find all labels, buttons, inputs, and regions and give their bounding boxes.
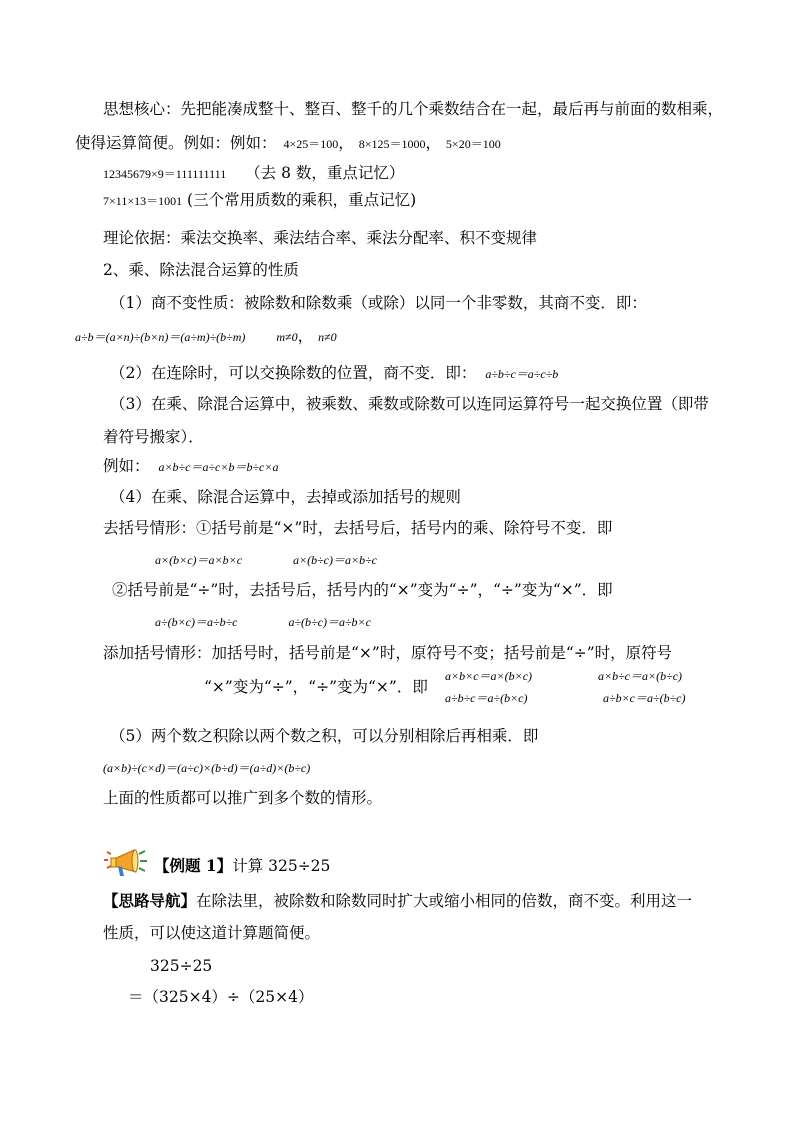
calc-line-1: 325÷25: [150, 957, 213, 975]
summary: 上面的性质都可以推广到多个数的情形。: [103, 789, 383, 807]
section-2-title: 2、乘、除法混合运算的性质: [103, 261, 299, 279]
guide-line-2: 性质，可以使这道计算题简便。: [103, 924, 321, 942]
guide-label: 【思路导航】: [103, 891, 197, 910]
guide-text-1: 在除法里，被除数和除数同时扩大或缩小相同的倍数，商不变。利用这一: [196, 892, 693, 910]
guide-line-1: [103, 890, 692, 912]
property-1-formula-line: a÷b＝(a×n)÷(b×n)＝(a÷m)÷(b÷m) m≠0， n≠0: [75, 327, 337, 345]
core-idea-line-2: 使得运算简便。例如：例如： 4×25＝100， 8×125＝1000， 5×20＝100: [75, 134, 501, 152]
note-remove-8: （去 8 数，重点记忆）: [245, 164, 405, 182]
property-5-text: （5）两个数之积除以两个数之积，可以分别相除后再相乘．即: [110, 727, 539, 745]
megaphone-icon: [101, 848, 151, 878]
add-formula-3: a÷b÷c＝a÷(b×c): [445, 691, 528, 705]
property-2-text: （2）在连除时，可以交换除数的位置，商不变．即：: [110, 364, 477, 382]
property-3-line-1: （3）在乘、除混合运算中，被乘数、乘数或除数可以连同运算符号一起交换位置（即带: [110, 395, 709, 413]
note-primes: (三个常用质数的乘积，重点记忆): [187, 191, 417, 209]
add-formula-2: a×b÷c＝a×(b÷c): [598, 669, 683, 683]
formula-div-mul: a÷(b×c)＝a÷b÷c: [155, 615, 238, 629]
example-1-label: 【例题 1】: [154, 856, 233, 875]
example-1-heading: [154, 855, 330, 877]
formula-mul-mul: a×(b×c)＝a×b×c: [155, 553, 243, 567]
property-4-remove-rule-2: ②括号前是“÷”时，去括号后，括号内的“×”变为“÷”，“÷”变为“×”．即: [112, 581, 613, 599]
condition-n: n≠0: [318, 330, 337, 344]
formula-7x11x13: 7×11×13＝1001: [103, 194, 183, 208]
condition-m: m≠0: [276, 330, 298, 344]
property-3-example-formula: a×b÷c＝a÷c×b＝b÷c×a: [158, 460, 279, 474]
property-1-formula: a÷b＝(a×n)÷(b×n)＝(a÷m)÷(b÷m): [75, 330, 246, 344]
theory-basis: 理论依据：乘法交换率、乘法结合率、乘法分配率、积不变规律: [103, 229, 538, 247]
property-4-remove-rule-1: 去括号情形：①括号前是“×”时，去括号后，括号内的乘、除符号不变．即: [103, 519, 613, 537]
add-formula-1: a×b×c＝a×(b×c): [445, 669, 533, 683]
formula-8x125: 8×125＝1000: [358, 137, 426, 151]
property-2-line: [110, 362, 558, 385]
property-3-line-2: 着符号搬家）．: [103, 428, 204, 446]
property-5-formula: (a×b)÷(c×d)＝(a÷c)×(b÷d)＝(a÷d)×(b÷c): [103, 761, 311, 775]
core-idea-line-4: [103, 189, 416, 212]
property-4-add-rule-1: 添加括号情形：加括号时，括号前是“×”时，原符号不变；括号前是“÷”时，原符号: [103, 644, 673, 662]
formula-4x25: 4×25＝100: [283, 137, 339, 151]
property-4-formulas-1: [155, 548, 377, 571]
property-3-example: [103, 455, 278, 478]
example-label: 例如：: [103, 457, 150, 475]
formula-mul-div: a×(b÷c)＝a×b÷c: [292, 553, 377, 567]
property-5-formula-line: [103, 756, 310, 779]
property-1-text: （1）商不变性质：被除数和除数乘（或除）以同一个非零数，其商不变．即：: [110, 294, 647, 312]
add-formula-4: a÷b×c＝a÷(b÷c): [603, 691, 686, 705]
formula-12345679: 12345679×9＝111111111: [103, 167, 227, 181]
core-idea-line-3: [103, 162, 404, 185]
property-4-add-rule-2: “×”变为“÷”，“÷”变为“×”．即: [204, 678, 428, 696]
core-idea-line-1: 思想核心：先把能凑成整十、整百、整千的几个乘数结合在一起，最后再与前面的数相乘，: [103, 100, 724, 118]
example-1-text: 计算 325÷25: [232, 857, 331, 875]
property-4-title: （4）在乘、除混合运算中，去掉或添加括号的规则: [110, 488, 461, 506]
property-2-formula: a÷b÷c＝a÷c÷b: [485, 367, 559, 381]
property-4-formulas-2: [155, 610, 371, 633]
formula-div-div: a÷(b÷c)＝a÷b×c: [288, 615, 371, 629]
core-idea-text: 使得运算简便。例如：例如：: [75, 134, 277, 152]
calc-line-2: ＝（325×4）÷（25×4）: [128, 988, 314, 1006]
formula-5x20: 5×20＝100: [445, 137, 501, 151]
